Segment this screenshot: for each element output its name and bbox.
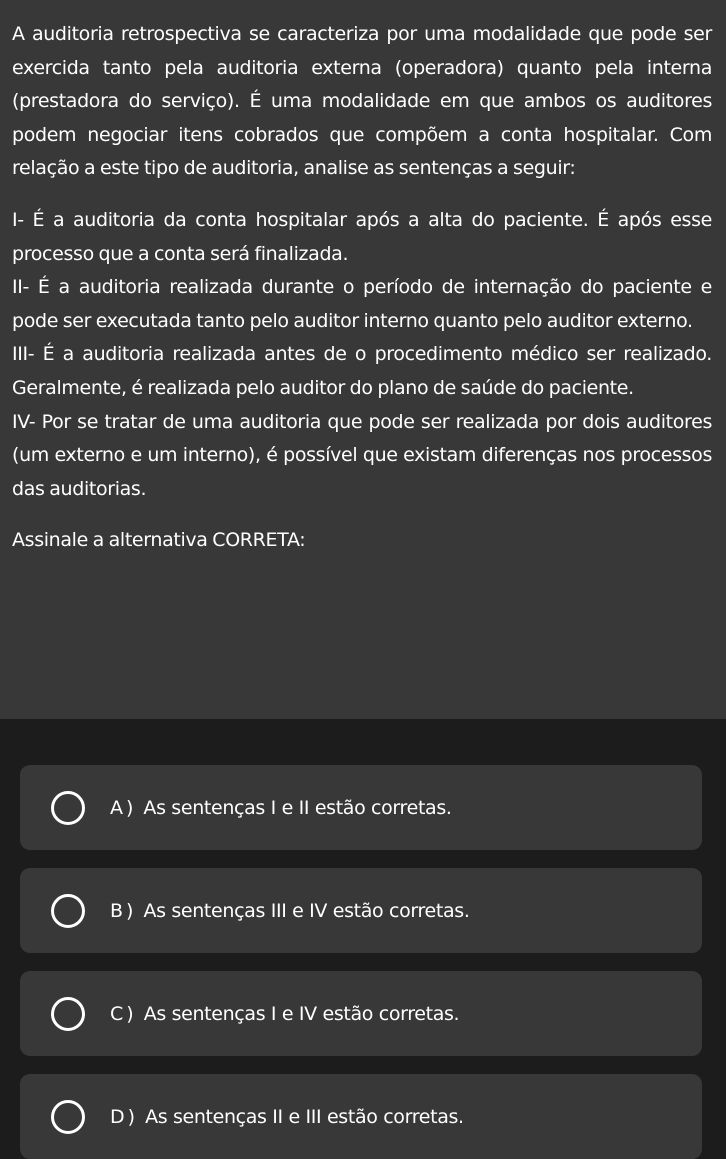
option-a[interactable] [20, 765, 702, 850]
option-paren: ) [126, 796, 134, 819]
option-text: As sentenças III e IV estão corretas. [143, 899, 470, 922]
statement-ii: II- É a auditoria realizada durante o período de internação do paciente e pode ser executada tanto pelo auditor interno quanto pelo auditor externo. [12, 276, 712, 332]
radio-icon[interactable] [51, 997, 85, 1031]
option-text: As sentenças II e III estão corretas. [145, 1105, 464, 1128]
radio-icon[interactable] [51, 791, 85, 825]
statement-iii: III- É a auditoria realizada antes de o procedimento médico ser realizado. Geralmente, é realizada pelo auditor do plano de saúde do paciente. [12, 343, 712, 399]
option-paren: ) [126, 899, 134, 922]
question-prompt: Assinale a alternativa CORRETA: [12, 529, 306, 552]
statement-i: I- É a auditoria da conta hospitalar após a alta do paciente. É após esse processo que a conta será finalizada. [12, 208, 712, 265]
option-paren: ) [127, 1105, 136, 1128]
statement-iv: IV- Por se tratar de uma auditoria que pode ser realizada por dois auditores (um externo e um interno), é possível que existam diferenças nos processos das auditorias. [12, 410, 712, 500]
answer-options [0, 719, 726, 1159]
option-text: As sentenças I e II estão corretas. [143, 796, 452, 819]
option-b[interactable] [20, 868, 702, 953]
question-intro: A auditoria retrospectiva se caracteriza por uma modalidade que pode ser exercida tanto pela auditoria externa (operadora) quanto pela interna (prestadora do serviço). É uma modalidade em que ambos os auditores podem negociar itens cobrados que compõem a conta hospitalar. Com relação a este tipo de auditoria, analise as sentenças a seguir: [12, 23, 712, 180]
option-letter: C [110, 1002, 124, 1025]
option-text: As sentenças I e IV estão corretas. [143, 1002, 460, 1025]
option-letter: D [110, 1105, 125, 1128]
option-paren: ) [126, 1002, 134, 1025]
option-letter: B [110, 899, 124, 922]
option-c[interactable] [20, 971, 702, 1056]
radio-icon[interactable] [51, 894, 85, 928]
option-d[interactable] [20, 1074, 702, 1159]
radio-icon[interactable] [51, 1100, 85, 1134]
option-letter: A [110, 796, 123, 819]
